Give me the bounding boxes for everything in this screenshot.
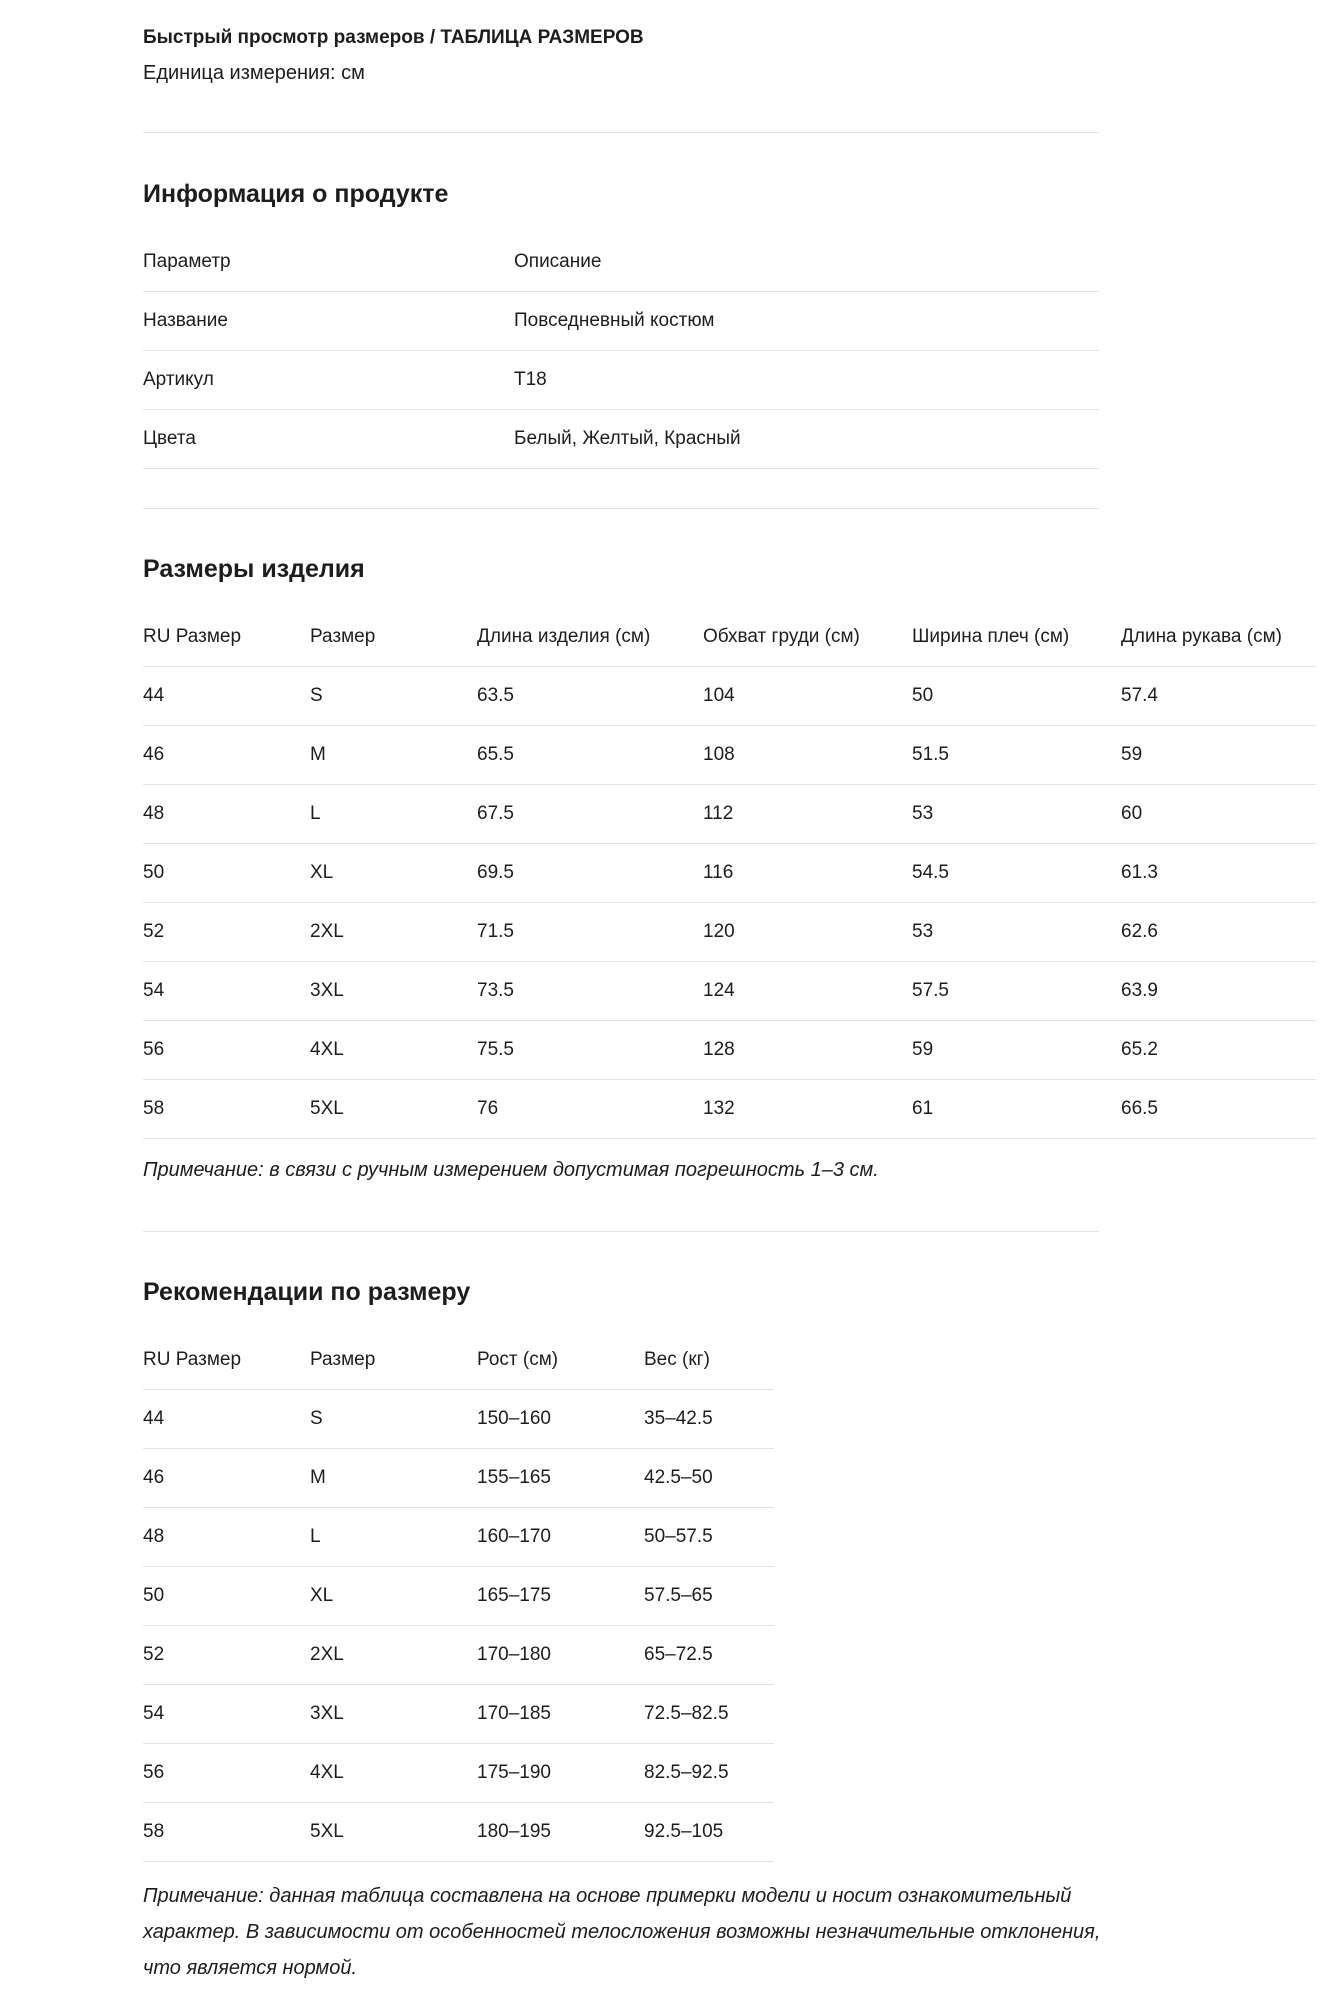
product-info-table	[143, 233, 1099, 469]
table-cell: 50–57.5	[644, 1508, 774, 1567]
table-cell: 170–185	[477, 1685, 644, 1744]
table-cell: 65.2	[1121, 1021, 1316, 1080]
breadcrumb: Быстрый просмотр размеров / ТАБЛИЦА РАЗМЕРОВ	[143, 27, 644, 48]
measurement-unit: Единица измерения: см	[143, 62, 365, 84]
table-cell: 75.5	[477, 1021, 703, 1080]
table-header-row	[143, 608, 1316, 667]
table-cell: 3XL	[310, 962, 477, 1021]
column-header: Рост (см)	[477, 1331, 644, 1390]
recommendations-table	[143, 1331, 774, 1862]
table-header-row	[143, 233, 1099, 292]
page-header	[143, 24, 644, 88]
table-cell: 155–165	[477, 1449, 644, 1508]
table-row	[143, 1508, 774, 1567]
table-cell: S	[310, 1390, 477, 1449]
table-row	[143, 1390, 774, 1449]
table-cell: 63.5	[477, 667, 703, 726]
table-cell: 71.5	[477, 903, 703, 962]
param-name: Цвета	[143, 410, 514, 469]
column-header: Обхват груди (см)	[703, 608, 912, 667]
table-cell: XL	[310, 1567, 477, 1626]
table-cell: 72.5–82.5	[644, 1685, 774, 1744]
table-row	[143, 1449, 774, 1508]
table-cell: 54	[143, 1685, 310, 1744]
table-cell: 108	[703, 726, 912, 785]
table-cell: 65.5	[477, 726, 703, 785]
table-cell: 51.5	[912, 726, 1121, 785]
table-cell: 59	[1121, 726, 1316, 785]
table-row	[143, 1021, 1316, 1080]
column-header: RU Размер	[143, 608, 310, 667]
table-cell: 170–180	[477, 1626, 644, 1685]
table-cell: 69.5	[477, 844, 703, 903]
table-row	[143, 1803, 774, 1862]
table-row	[143, 1744, 774, 1803]
table-cell: 65–72.5	[644, 1626, 774, 1685]
column-header: Размер	[310, 608, 477, 667]
column-header: Параметр	[143, 233, 514, 292]
column-header: Длина рукава (см)	[1121, 608, 1316, 667]
table-row	[143, 1626, 774, 1685]
table-cell: 3XL	[310, 1685, 477, 1744]
table-cell: 54.5	[912, 844, 1121, 903]
table-cell: 112	[703, 785, 912, 844]
table-cell: 52	[143, 1626, 310, 1685]
table-cell: 150–160	[477, 1390, 644, 1449]
table-row	[143, 962, 1316, 1021]
table-cell: 58	[143, 1803, 310, 1862]
table-cell: 82.5–92.5	[644, 1744, 774, 1803]
table-cell: 5XL	[310, 1803, 477, 1862]
table-cell: 44	[143, 667, 310, 726]
table-cell: 56	[143, 1021, 310, 1080]
table-cell: 76	[477, 1080, 703, 1139]
table-cell: 2XL	[310, 903, 477, 962]
product-sizes-table	[143, 608, 1316, 1139]
table-cell: 57.5	[912, 962, 1121, 1021]
table-row	[143, 1080, 1316, 1139]
table-row	[143, 410, 1099, 469]
table-row	[143, 785, 1316, 844]
column-header: Размер	[310, 1331, 477, 1390]
table-cell: 57.5–65	[644, 1567, 774, 1626]
table-cell: 48	[143, 785, 310, 844]
table-cell: 50	[143, 844, 310, 903]
table-cell: 124	[703, 962, 912, 1021]
table-row	[143, 667, 1316, 726]
table-cell: M	[310, 726, 477, 785]
table-cell: 54	[143, 962, 310, 1021]
table-cell: 46	[143, 1449, 310, 1508]
table-cell: S	[310, 667, 477, 726]
table-cell: 165–175	[477, 1567, 644, 1626]
table-cell: 57.4	[1121, 667, 1316, 726]
table-row	[143, 903, 1316, 962]
table-row	[143, 351, 1099, 410]
product-sizes-title: Размеры изделия	[143, 555, 365, 583]
table-cell: XL	[310, 844, 477, 903]
divider	[143, 1231, 1099, 1232]
note-line: Примечание: данная таблица составлена на основе примерки модели и носит ознакомительный	[143, 1885, 1072, 1907]
table-cell: 128	[703, 1021, 912, 1080]
table-cell: 61.3	[1121, 844, 1316, 903]
table-cell: 5XL	[310, 1080, 477, 1139]
column-header: Вес (кг)	[644, 1331, 774, 1390]
table-cell: 35–42.5	[644, 1390, 774, 1449]
table-cell: 120	[703, 903, 912, 962]
table-cell: L	[310, 1508, 477, 1567]
table-cell: 175–190	[477, 1744, 644, 1803]
table-cell: 48	[143, 1508, 310, 1567]
table-cell: 60	[1121, 785, 1316, 844]
table-cell: 56	[143, 1744, 310, 1803]
table-cell: 67.5	[477, 785, 703, 844]
table-cell: 104	[703, 667, 912, 726]
table-cell: 66.5	[1121, 1080, 1316, 1139]
divider	[143, 132, 1099, 133]
table-cell: 4XL	[310, 1021, 477, 1080]
table-cell: 53	[912, 785, 1121, 844]
table-cell: 58	[143, 1080, 310, 1139]
table-cell: 46	[143, 726, 310, 785]
table-cell: 160–170	[477, 1508, 644, 1567]
table-cell: 53	[912, 903, 1121, 962]
table-cell: 92.5–105	[644, 1803, 774, 1862]
table-cell: 132	[703, 1080, 912, 1139]
param-name: Артикул	[143, 351, 514, 410]
table-cell: 2XL	[310, 1626, 477, 1685]
table-row	[143, 1567, 774, 1626]
table-cell: 61	[912, 1080, 1121, 1139]
table-cell: 59	[912, 1021, 1121, 1080]
column-header: Длина изделия (см)	[477, 608, 703, 667]
table-row	[143, 1685, 774, 1744]
table-cell: L	[310, 785, 477, 844]
table-cell: 44	[143, 1390, 310, 1449]
measurement-note: Примечание: в связи с ручным измерением допустимая погрешность 1–3 см.	[143, 1159, 879, 1181]
param-value: T18	[514, 351, 1099, 410]
recommendations-note	[143, 1878, 1100, 1986]
table-cell: 62.6	[1121, 903, 1316, 962]
table-cell: 180–195	[477, 1803, 644, 1862]
table-row	[143, 726, 1316, 785]
table-cell: 63.9	[1121, 962, 1316, 1021]
table-row	[143, 844, 1316, 903]
param-name: Название	[143, 292, 514, 351]
recommendations-title: Рекомендации по размеру	[143, 1278, 471, 1306]
note-line: что является нормой.	[143, 1957, 358, 1979]
table-cell: 42.5–50	[644, 1449, 774, 1508]
param-value: Повседневный костюм	[514, 292, 1099, 351]
column-header: RU Размер	[143, 1331, 310, 1390]
note-line: характер. В зависимости от особенностей телосложения возможны незначительные отклонения,	[143, 1921, 1101, 1943]
table-cell: 50	[143, 1567, 310, 1626]
product-info-title: Информация о продукте	[143, 180, 449, 208]
table-cell: 50	[912, 667, 1121, 726]
column-header: Описание	[514, 233, 1099, 292]
table-cell: 116	[703, 844, 912, 903]
table-cell: 52	[143, 903, 310, 962]
table-row	[143, 292, 1099, 351]
table-header-row	[143, 1331, 774, 1390]
param-value: Белый, Желтый, Красный	[514, 410, 1099, 469]
table-cell: 4XL	[310, 1744, 477, 1803]
divider	[143, 508, 1099, 509]
table-cell: 73.5	[477, 962, 703, 1021]
column-header: Ширина плеч (см)	[912, 608, 1121, 667]
table-cell: M	[310, 1449, 477, 1508]
